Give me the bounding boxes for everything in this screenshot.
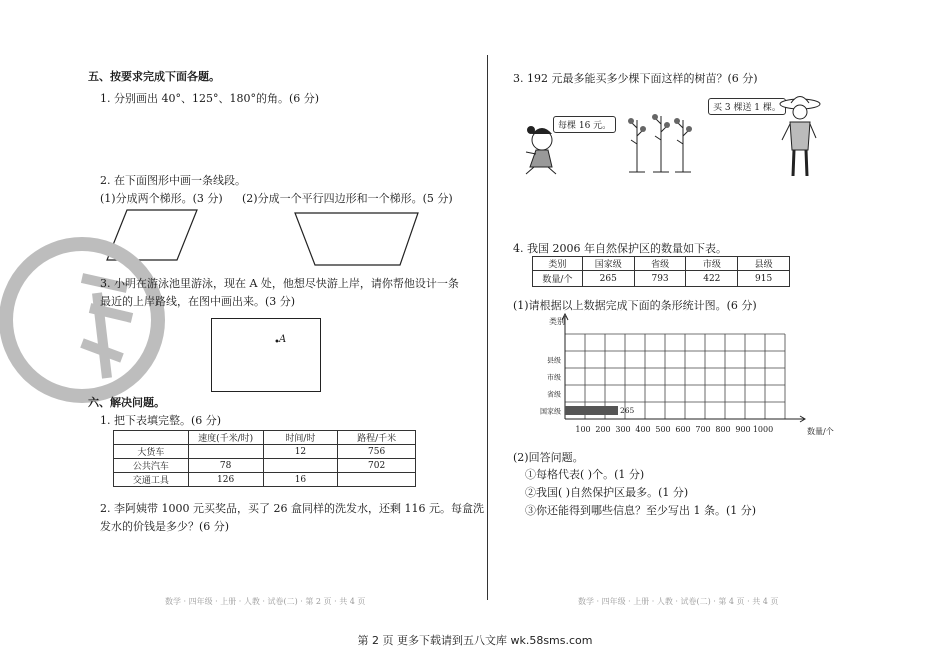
table1-cell: 16 bbox=[263, 473, 338, 487]
table2-header: 市级 bbox=[686, 257, 738, 271]
table1-cell: 交通工具 bbox=[114, 473, 189, 487]
x-tick-label: 600 bbox=[675, 425, 691, 434]
man-illustration-icon bbox=[778, 92, 823, 180]
x-tick-label: 900 bbox=[735, 425, 751, 434]
data-label: 265 bbox=[620, 406, 635, 415]
swimming-pool-rect bbox=[211, 318, 321, 392]
bar-0 bbox=[565, 406, 618, 415]
table-row bbox=[533, 271, 790, 287]
right-question-4: 4. 我国 2006 年自然保护区的数量如下表。 bbox=[513, 242, 727, 255]
table2-cell: 793 bbox=[634, 271, 686, 287]
table1-cell: 702 bbox=[338, 459, 416, 473]
table2-row-label: 数量/个 bbox=[533, 271, 583, 287]
speech-bubble-price: 每棵 16 元。 bbox=[553, 116, 616, 133]
table2-header: 县级 bbox=[738, 257, 790, 271]
answer-1: ①每格代表( )个。(1 分) bbox=[525, 468, 645, 481]
speed-time-distance-table bbox=[113, 430, 416, 487]
x-tick-label: 300 bbox=[615, 425, 631, 434]
point-a-dot: • bbox=[274, 337, 280, 348]
category-label: 市级 bbox=[547, 373, 561, 382]
answer-3: ③你还能得到哪些信息？至少写出 1 条。(1 分) bbox=[525, 504, 757, 517]
right-page-footer: 数学 · 四年级 · 上册 · 人教 · 试卷(二) · 第 4 页 · 共 4 页 bbox=[578, 597, 779, 606]
table2-cell: 422 bbox=[686, 271, 738, 287]
table1-cell bbox=[338, 473, 416, 487]
table2-header: 省级 bbox=[634, 257, 686, 271]
x-tick-label: 1000 bbox=[752, 425, 774, 434]
table1-header: 速度(千米/时) bbox=[188, 431, 263, 445]
table2-cell: 915 bbox=[738, 271, 790, 287]
answer-2: ②我国( )自然保护区最多。(1 分) bbox=[525, 486, 689, 499]
trapezoid-shape bbox=[295, 213, 418, 265]
table1-cell bbox=[188, 445, 263, 459]
section6-title: 六、解决问题。 bbox=[88, 396, 165, 409]
nature-reserve-table bbox=[532, 256, 790, 287]
x-tick-label: 400 bbox=[635, 425, 651, 434]
watermark-seal-icon bbox=[72, 238, 162, 403]
x-tick-label: 500 bbox=[655, 425, 671, 434]
x-axis-label: 数量/个 bbox=[807, 427, 834, 436]
table1-header: 路程/千米 bbox=[338, 431, 416, 445]
left-page-footer: 数学 · 四年级 · 上册 · 人教 · 试卷(二) · 第 2 页 · 共 4 页 bbox=[165, 597, 366, 606]
question-1: 1. 分别画出 40°、125°、180°的角。(6 分) bbox=[100, 92, 320, 105]
table-row bbox=[114, 459, 416, 473]
speech-bubble-offer: 买 3 棵送 1 棵。 bbox=[708, 98, 786, 115]
table1-cell bbox=[263, 459, 338, 473]
table1-cell: 78 bbox=[188, 459, 263, 473]
question-2-sub2: (2)分成一个平行四边形和一个梯形。(5 分) bbox=[242, 192, 453, 205]
table1-cell: 大货车 bbox=[114, 445, 189, 459]
table2-cell: 265 bbox=[582, 271, 634, 287]
point-a-label: A bbox=[279, 334, 287, 345]
question-4-sub2: (2)回答问题。 bbox=[513, 451, 584, 464]
table2-header: 国家级 bbox=[582, 257, 634, 271]
x-tick-label: 100 bbox=[575, 425, 591, 434]
question-4-sub1: (1)请根据以上数据完成下面的条形统计图。(6 分) bbox=[513, 299, 757, 312]
question-2-sub1: (1)分成两个梯形。(3 分) bbox=[100, 192, 223, 205]
y-axis-label: 类别 bbox=[549, 317, 565, 326]
saplings-illustration-icon bbox=[623, 110, 698, 175]
category-label: 县级 bbox=[547, 356, 561, 365]
section5-title: 五、按要求完成下面各题。 bbox=[88, 70, 220, 83]
table2-header: 类别 bbox=[533, 257, 583, 271]
problem-1: 1. 把下表填完整。(6 分) bbox=[100, 414, 222, 427]
category-label: 国家级 bbox=[540, 407, 561, 416]
question-3-line1: 3. 小明在游泳池里游泳，现在 A 处，他想尽快游上岸，请你帮他设计一条 bbox=[100, 277, 459, 290]
problem-2-line1: 2. 李阿姨带 1000 元买奖品，买了 26 盒同样的洗发水，还剩 116 元。每盒洗 bbox=[100, 502, 484, 515]
category-label: 省级 bbox=[547, 390, 561, 399]
table1-header: 时间/时 bbox=[263, 431, 338, 445]
page-divider bbox=[487, 55, 488, 600]
problem-2-line2: 发水的价钱是多少？(6 分) bbox=[100, 520, 230, 533]
table1-cell: 756 bbox=[338, 445, 416, 459]
table1-cell: 12 bbox=[263, 445, 338, 459]
x-tick-label: 800 bbox=[715, 425, 731, 434]
table-row bbox=[114, 473, 416, 487]
table1-cell: 126 bbox=[188, 473, 263, 487]
table-row bbox=[114, 445, 416, 459]
table1-cell: 公共汽车 bbox=[114, 459, 189, 473]
x-tick-label: 700 bbox=[695, 425, 711, 434]
bar-chart bbox=[525, 312, 834, 444]
question-3-line2: 最近的上岸路线，在图中画出来。(3 分) bbox=[100, 295, 296, 308]
table1-header bbox=[114, 431, 189, 445]
right-question-3: 3. 192 元最多能买多少棵下面这样的树苗？(6 分) bbox=[513, 72, 758, 85]
question-2: 2. 在下面图形中画一条线段。 bbox=[100, 174, 246, 187]
x-tick-label: 200 bbox=[595, 425, 611, 434]
page-footer: 第 2 页 更多下载请到五八文库 wk.58sms.com bbox=[357, 634, 593, 647]
